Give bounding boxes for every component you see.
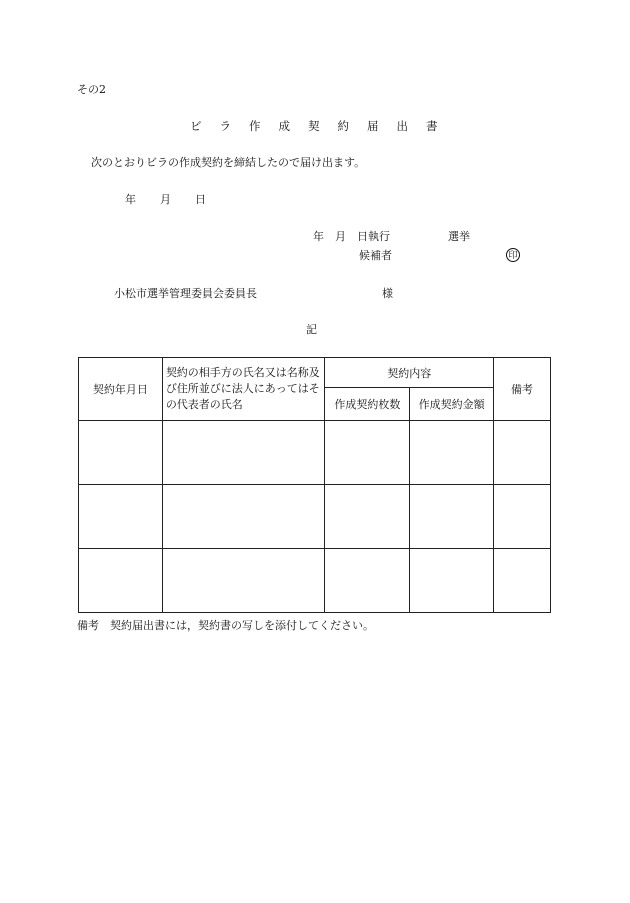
cell-party[interactable]: [162, 421, 325, 485]
header-contract-date: 契約年月日: [79, 358, 163, 421]
header-count: 作成契約枚数: [325, 388, 410, 421]
title-char: 成: [278, 119, 290, 133]
cell-amount[interactable]: [410, 549, 494, 613]
title-char: 書: [426, 119, 438, 133]
cell-party[interactable]: [162, 549, 325, 613]
seal-mark: 印: [506, 248, 520, 262]
cell-contract-date[interactable]: [79, 485, 163, 549]
table-row: [79, 421, 551, 485]
cell-party[interactable]: [162, 485, 325, 549]
cell-amount[interactable]: [410, 485, 494, 549]
candidate-label: 候補者: [359, 249, 392, 262]
ki-heading: 記: [306, 323, 317, 336]
title-char: 届: [367, 119, 379, 133]
title-char: 約: [337, 119, 349, 133]
header-contract-details: 契約内容: [325, 358, 494, 388]
election-month: 月: [335, 230, 346, 243]
title-char: 出: [396, 119, 408, 133]
header-party: 契約の相手方の氏名又は名称及び住所並びに法人にあってはその代表者の氏名: [162, 358, 325, 421]
contract-table: [78, 357, 551, 613]
cell-count[interactable]: [325, 549, 410, 613]
cell-remarks[interactable]: [494, 485, 551, 549]
intro-text: 次のとおりビラの作成契約を締結したので届け出ます。: [91, 156, 366, 169]
table-row: [79, 485, 551, 549]
table-row: [79, 549, 551, 613]
cell-amount[interactable]: [410, 421, 494, 485]
date-year: 年: [125, 193, 136, 206]
honorific: 様: [382, 287, 393, 300]
document-title: [190, 121, 438, 133]
election-year: 年: [313, 230, 324, 243]
cell-contract-date[interactable]: [79, 421, 163, 485]
cell-contract-date[interactable]: [79, 549, 163, 613]
election-day-executed: 日執行: [357, 230, 390, 243]
header-remarks: 備考: [494, 358, 551, 421]
election-label: 選挙: [448, 230, 470, 243]
cell-count[interactable]: [325, 421, 410, 485]
date-month: 月: [160, 193, 171, 206]
submission-date: [125, 194, 206, 205]
remark-text: 契約届出書には，契約書の写しを添付してください。: [110, 619, 374, 632]
cell-count[interactable]: [325, 485, 410, 549]
remark-label: 備考: [77, 619, 99, 632]
election-line: [313, 231, 470, 242]
cell-remarks[interactable]: [494, 421, 551, 485]
remark-note: [77, 620, 374, 631]
date-day: 日: [195, 193, 206, 206]
cell-remarks[interactable]: [494, 549, 551, 613]
title-char: ビ: [190, 119, 202, 133]
header-amount: 作成契約金額: [410, 388, 494, 421]
title-char: 作: [249, 119, 261, 133]
title-char: 契: [308, 119, 320, 133]
addressee: 小松市選挙管理委員会委員長: [114, 287, 257, 300]
title-char: ラ: [219, 119, 231, 133]
form-number: その2: [77, 83, 106, 96]
